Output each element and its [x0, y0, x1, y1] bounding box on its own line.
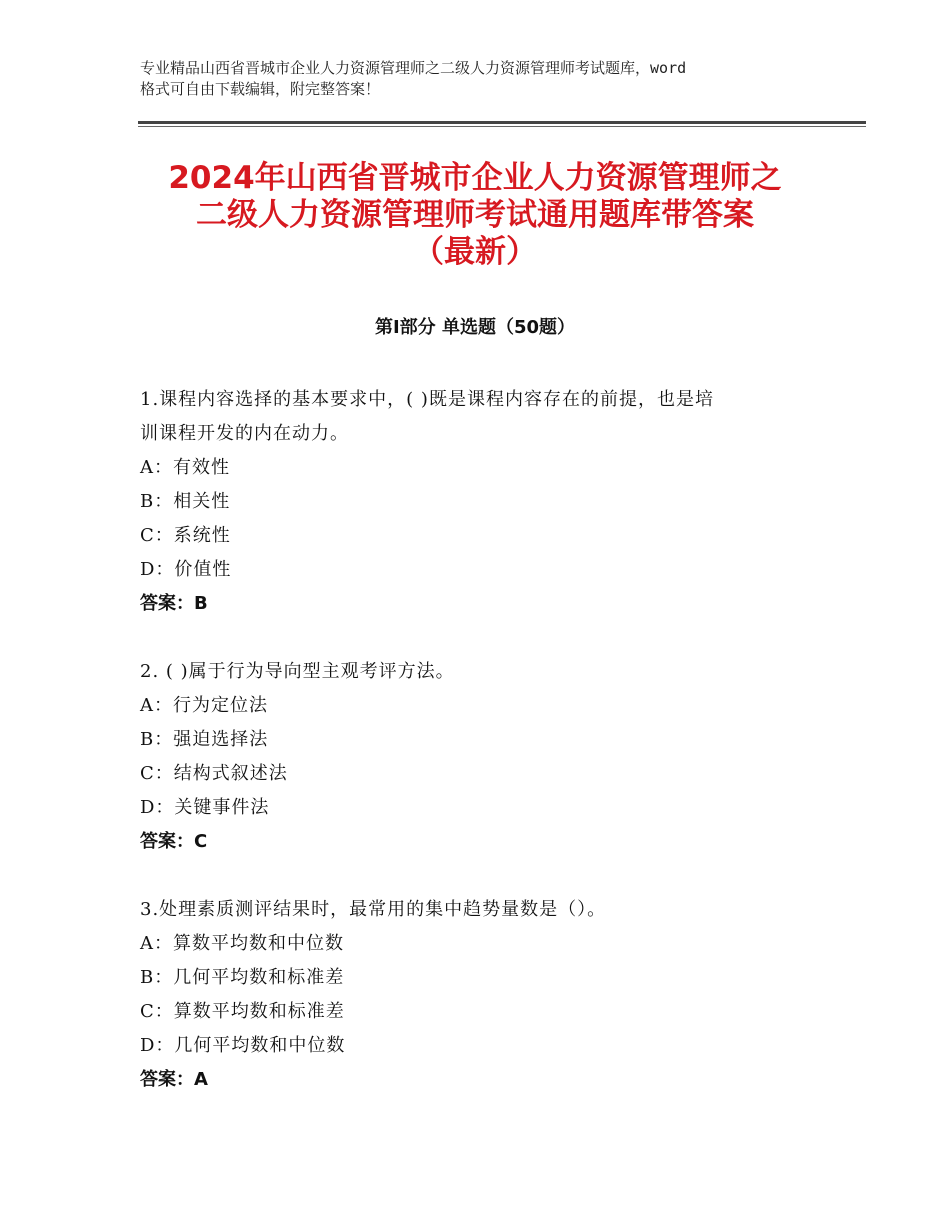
- option-a: A：行为定位法: [140, 695, 268, 716]
- question-stem-line: 训课程开发的内在动力。: [140, 423, 349, 444]
- document-title: [120, 160, 830, 271]
- question-3: [140, 893, 820, 1097]
- document-title-line-2: 二级人力资源管理师考试通用题库带答案: [196, 197, 754, 233]
- question-stem-line: 3.处理素质测评结果时，最常用的集中趋势量数是（）。: [140, 899, 607, 920]
- option-b: B：几何平均数和标准差: [140, 967, 345, 988]
- option-b: B：相关性: [140, 491, 231, 512]
- option-c: C：系统性: [140, 525, 231, 546]
- question-stem-line: 1.课程内容选择的基本要求中，( )既是课程内容存在的前提，也是培: [140, 389, 714, 410]
- question-1: [140, 383, 820, 621]
- option-c: C：结构式叙述法: [140, 763, 288, 784]
- question-list: [140, 383, 820, 1131]
- question-stem-line: 2. ( )属于行为导向型主观考评方法。: [140, 661, 455, 682]
- option-d: D：关键事件法: [140, 797, 270, 818]
- option-d: D：几何平均数和中位数: [140, 1035, 346, 1056]
- answer-label: 答案：A: [140, 1069, 208, 1090]
- header-note-line-1: 专业精品山西省晋城市企业人力资源管理师之二级人力资源管理师考试题库，word: [140, 59, 687, 77]
- option-c: C：算数平均数和标准差: [140, 1001, 345, 1022]
- option-d: D：价值性: [140, 559, 232, 580]
- option-a: A：算数平均数和中位数: [140, 933, 344, 954]
- header-rule-thin: [138, 126, 866, 127]
- header-rule-thick: [138, 121, 866, 124]
- header-note-line-2: 格式可自由下载编辑，附完整答案！: [140, 80, 381, 98]
- header-note: [140, 58, 840, 100]
- document-title-line-3: （最新）: [413, 234, 537, 270]
- question-2: [140, 655, 820, 859]
- option-a: A：有效性: [140, 457, 230, 478]
- answer-label: 答案：B: [140, 593, 208, 614]
- document-title-line-1: 2024年山西省晋城市企业人力资源管理师之: [168, 160, 782, 196]
- section-title: 第Ⅰ部分 单选题（50题）: [374, 317, 575, 338]
- option-b: B：强迫选择法: [140, 729, 269, 750]
- answer-label: 答案：C: [140, 831, 208, 852]
